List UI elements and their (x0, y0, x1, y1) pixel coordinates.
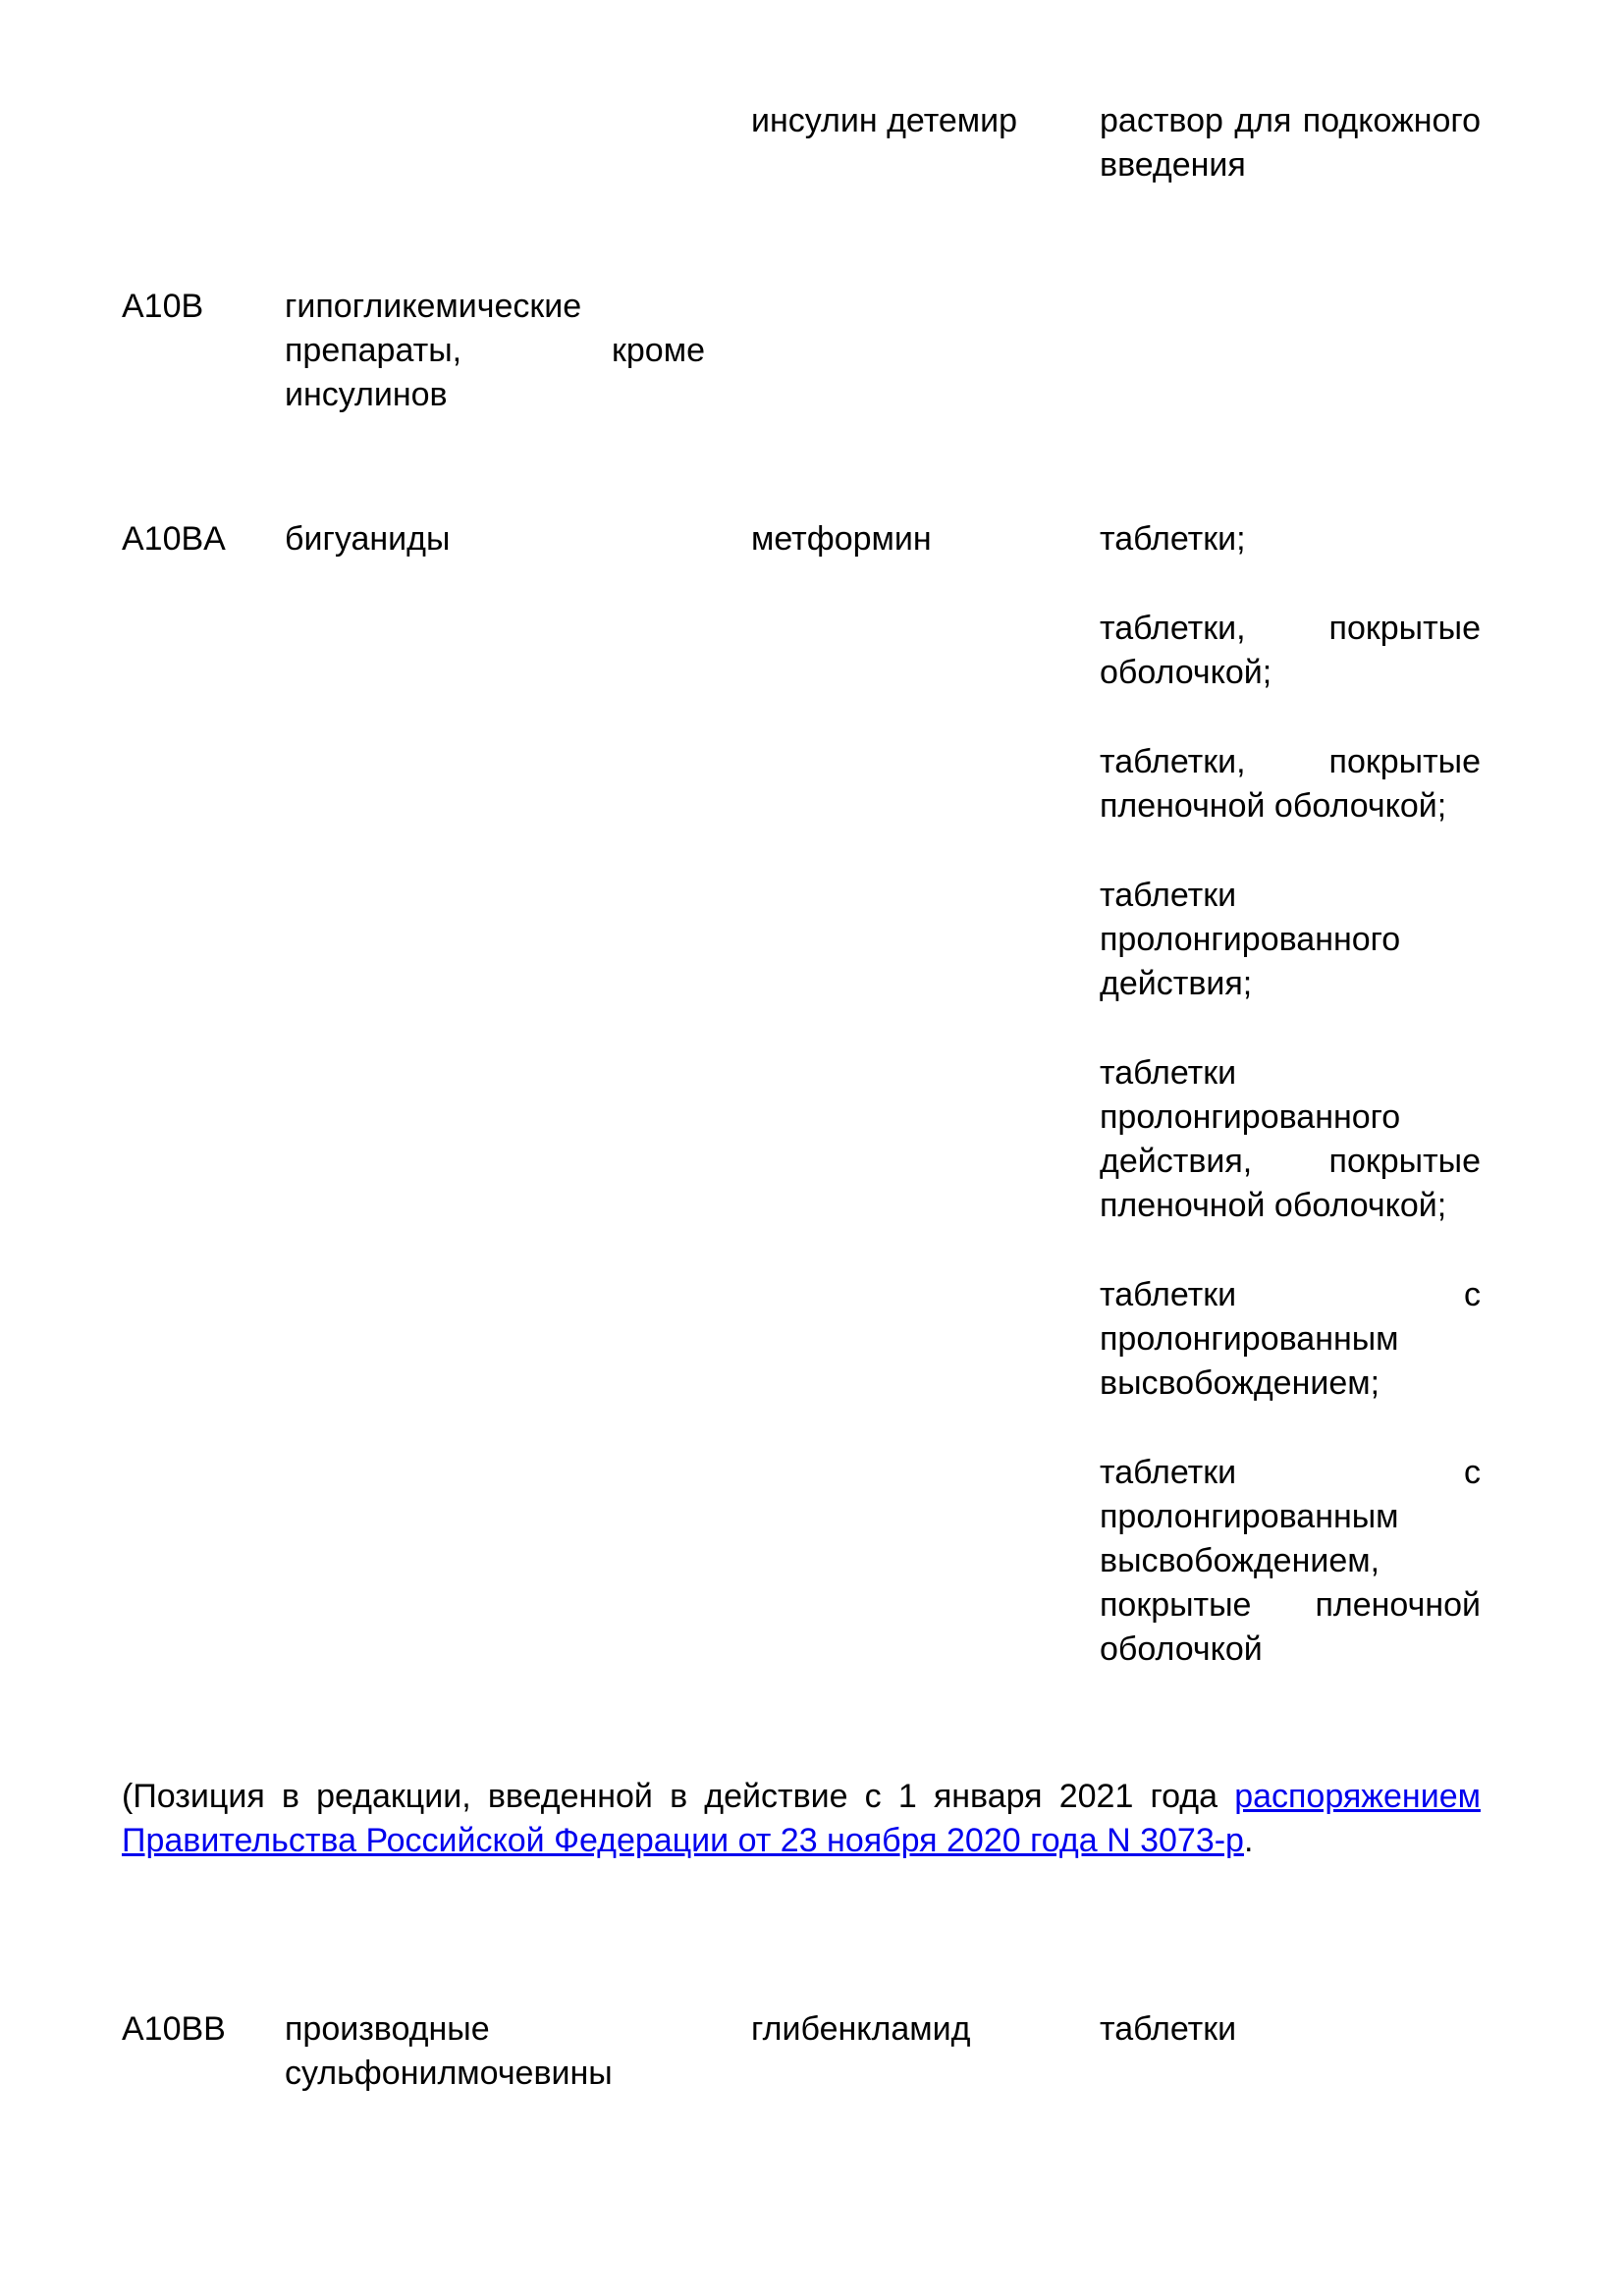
dosage-form-item: таблетки с пролонгированным высвобождением; (1100, 1276, 1481, 1402)
dosage-form-item: таблетки, покрытые пленочной оболочкой; (1100, 743, 1481, 825)
dosage-form-item: таблетки с пролонгированным высвобождением, покрытые пленочной оболочкой (1100, 1454, 1481, 1668)
atc-code-a10bb: A10BB (122, 2010, 226, 2048)
inn-insulin-detemir: инсулин детемир (751, 102, 1018, 139)
atc-code-a10ba: A10BA (122, 520, 226, 558)
note-suffix: . (1243, 1822, 1254, 1859)
form-insulin-detemir: раствор для подкожного введения (1100, 102, 1481, 184)
decree-link[interactable]: распоряжением Правительства Российской Федерации от 23 ноября 2020 года N 3073-р (122, 1778, 1481, 1859)
atc-code-a10b: A10B (122, 288, 204, 325)
group-name-a10bb: производные сульфонилмочевины (285, 2010, 613, 2092)
dosage-form-item: таблетки, покрытые оболочкой; (1100, 610, 1481, 691)
form-glibenclamide: таблетки (1100, 2010, 1237, 2048)
dosage-form-item: таблетки; (1100, 520, 1246, 558)
dosage-forms-metformin (1100, 517, 1481, 1672)
inn-metformin: метформин (751, 520, 932, 558)
note-prefix: (Позиция в редакции, введенной в действие с 1 января 2021 года (122, 1778, 1235, 1815)
dosage-form-item: таблетки пролонгированного действия, покрытые пленочной оболочкой; (1100, 1054, 1481, 1224)
dosage-form-item: таблетки пролонгированного действия; (1100, 877, 1401, 1002)
group-name-a10ba: бигуаниды (285, 520, 451, 558)
group-name-a10b: гипогликемические препараты, кроме инсулинов (285, 288, 705, 413)
inn-glibenclamide: глибенкламид (751, 2010, 971, 2048)
amendment-note (122, 1775, 1481, 1863)
